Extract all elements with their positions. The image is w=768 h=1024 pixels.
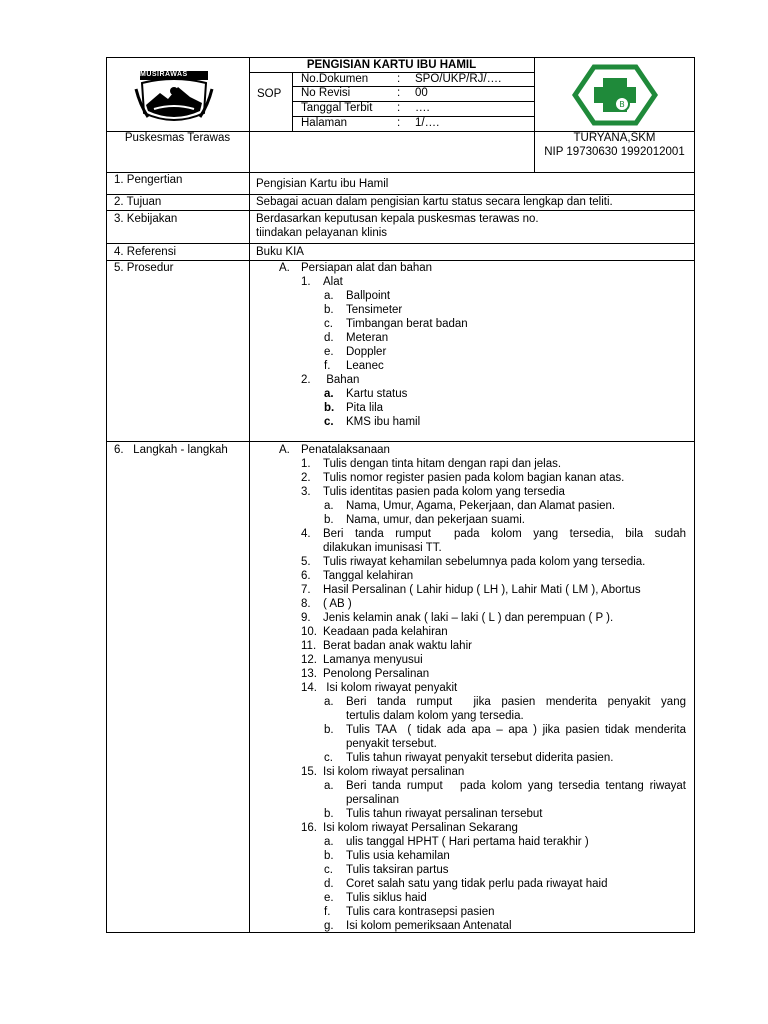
puskesmas-name: Puskesmas Terawas bbox=[124, 132, 231, 144]
list-item: Tulis dengan tinta hitam dengan rapi dan jelas. bbox=[323, 458, 562, 470]
doc-field-label: No Revisi bbox=[301, 87, 351, 99]
column-divider bbox=[249, 57, 250, 933]
page-title: PENGISIAN KARTU IBU HAMIL bbox=[306, 59, 477, 71]
doc-field-sep: : bbox=[397, 73, 401, 85]
list-item: dilakukan imunisasi TT. bbox=[323, 542, 442, 554]
list-item: Jenis kelamin anak ( laki – laki ( L ) dan perempuan ( P ). bbox=[323, 612, 614, 624]
list-marker: a. bbox=[324, 500, 334, 512]
list-marker: e. bbox=[324, 892, 334, 904]
doc-field-value: 00 bbox=[415, 87, 428, 99]
list-marker: a. bbox=[324, 836, 334, 848]
list-item: Beri tanda rumput pada kolom yang tersedia, bila sudah bbox=[323, 528, 686, 540]
list-item: Hasil Persalinan ( Lahir hidup ( LH ), Lahir Mati ( LM ), Abortus bbox=[323, 584, 641, 596]
list-marker: 10. bbox=[301, 626, 317, 638]
list-marker: e. bbox=[324, 346, 334, 358]
list-marker: c. bbox=[324, 752, 333, 764]
list-item: KMS ibu hamil bbox=[346, 416, 421, 428]
list-item: Lamanya menyusui bbox=[323, 654, 423, 666]
list-marker: 3. bbox=[301, 486, 311, 498]
list-marker: A. bbox=[279, 444, 290, 456]
list-marker: 13. bbox=[301, 668, 317, 680]
list-item: Nama, Umur, Agama, Pekerjaan, dan Alamat pasien. bbox=[346, 500, 616, 512]
row-divider bbox=[106, 172, 695, 173]
list-marker: c. bbox=[324, 318, 333, 330]
list-marker: 1. bbox=[301, 458, 311, 470]
list-marker: a. bbox=[324, 388, 334, 400]
list-item: Tulis tahun riwayat persalinan tersebut bbox=[346, 808, 543, 820]
list-marker: 2. bbox=[301, 472, 311, 484]
list-item: Tulis identitas pasien pada kolom yang tersedia bbox=[323, 486, 565, 498]
kebijakan-text: tiindakan pelayanan klinis bbox=[256, 227, 388, 239]
list-marker: b. bbox=[324, 304, 334, 316]
list-item: Beri tanda rumput pada kolom yang tersedia tentang riwayat bbox=[346, 780, 686, 792]
list-item: Nama, umur, dan pekerjaan suami. bbox=[346, 514, 525, 526]
list-marker: d. bbox=[324, 878, 334, 890]
signatory-nip: NIP 19730630 1992012001 bbox=[544, 146, 685, 158]
list-item: tertulis dalam kolom yang tersedia. bbox=[346, 710, 524, 722]
list-marker: b. bbox=[324, 808, 334, 820]
svg-text:B: B bbox=[619, 100, 625, 109]
list-item: Timbangan berat badan bbox=[346, 318, 468, 330]
logo-text: MUSIRAWAS bbox=[140, 71, 188, 78]
list-item: Meteran bbox=[346, 332, 389, 344]
kebijakan-text: Berdasarkan keputusan kepala puskesmas terawas no. bbox=[256, 213, 539, 225]
list-item: persalinan bbox=[346, 794, 400, 806]
list-marker: 16. bbox=[301, 822, 317, 834]
list-item: Bahan bbox=[323, 374, 360, 386]
row-divider bbox=[106, 243, 695, 244]
list-marker: 7. bbox=[301, 584, 311, 596]
row-divider bbox=[106, 441, 695, 442]
list-item: Tensimeter bbox=[346, 304, 403, 316]
list-item: Persiapan alat dan bahan bbox=[301, 262, 433, 274]
row-label-tujuan: 2. Tujuan bbox=[114, 196, 162, 208]
list-marker: 12. bbox=[301, 654, 317, 666]
list-marker: f. bbox=[324, 906, 331, 918]
list-item: Berat badan anak waktu lahir bbox=[323, 640, 472, 652]
tujuan-text: Sebagai acuan dalam pengisian kartu status secara lengkap dan teliti. bbox=[256, 196, 613, 208]
list-item: Tulis usia kehamilan bbox=[346, 850, 450, 862]
row-label-pengertian: 1. Pengertian bbox=[114, 174, 183, 186]
list-marker: b. bbox=[324, 724, 334, 736]
signatory-name: TURYANA,SKM bbox=[573, 132, 656, 144]
list-item: Tulis siklus haid bbox=[346, 892, 427, 904]
list-marker: a. bbox=[324, 696, 334, 708]
row-divider bbox=[106, 210, 695, 211]
list-item: Tulis cara kontrasepsi pasien bbox=[346, 906, 495, 918]
list-item: Tulis riwayat kehamilan sebelumnya pada kolom yang tersedia. bbox=[323, 556, 646, 568]
list-marker: 8. bbox=[301, 598, 311, 610]
doc-field-label: No.Dokumen bbox=[301, 73, 369, 85]
row-label-prosedur: 5. Prosedur bbox=[114, 262, 174, 274]
list-item: Doppler bbox=[346, 346, 387, 358]
doc-field-label: Tanggal Terbit bbox=[301, 102, 373, 114]
doc-field-value: …. bbox=[415, 102, 430, 114]
puskesmas-logo-icon bbox=[572, 64, 658, 126]
list-item: Penolong Persalinan bbox=[323, 668, 430, 680]
doc-field-value: 1/…. bbox=[415, 117, 440, 129]
list-marker: 4. bbox=[301, 528, 311, 540]
list-marker: 14. bbox=[301, 682, 317, 694]
list-item: Tulis tahun riwayat penyakit tersebut diderita pasien. bbox=[346, 752, 614, 764]
doc-field-sep: : bbox=[397, 87, 401, 99]
list-marker: b. bbox=[324, 402, 335, 414]
list-item: Beri tanda rumput jika pasien menderita penyakit yang bbox=[346, 696, 686, 708]
pengertian-text: Pengisian Kartu ibu Hamil bbox=[256, 178, 389, 190]
list-item: Tulis TAA ( tidak ada apa – apa ) jika pasien tidak menderita bbox=[346, 724, 686, 736]
list-marker: 6. bbox=[301, 570, 311, 582]
list-marker: b. bbox=[324, 514, 334, 526]
list-item: Coret salah satu yang tidak perlu pada riwayat haid bbox=[346, 878, 608, 890]
list-item: Isi kolom riwayat persalinan bbox=[323, 766, 465, 778]
list-marker: a. bbox=[324, 780, 334, 792]
list-marker: d. bbox=[324, 332, 334, 344]
list-item: Tulis taksiran partus bbox=[346, 864, 449, 876]
list-item: Alat bbox=[323, 276, 343, 288]
referensi-text: Buku KIA bbox=[256, 246, 304, 258]
list-marker: b. bbox=[324, 850, 334, 862]
list-item: Leanec bbox=[346, 360, 384, 372]
list-item: Keadaan pada kelahiran bbox=[323, 626, 448, 638]
list-marker: 1. bbox=[301, 276, 311, 288]
list-item: Isi kolom riwayat penyakit bbox=[323, 682, 458, 694]
list-marker: A. bbox=[279, 262, 290, 274]
row-label-langkah: 6. Langkah - langkah bbox=[114, 444, 228, 456]
sop-label: SOP bbox=[257, 88, 282, 100]
list-marker: 15. bbox=[301, 766, 317, 778]
list-marker: f. bbox=[324, 360, 331, 372]
doc-field-sep: : bbox=[397, 117, 401, 129]
list-marker: 9. bbox=[301, 612, 311, 624]
list-marker: 11. bbox=[301, 640, 317, 652]
list-marker: 2. bbox=[301, 374, 311, 386]
list-item: Tanggal kelahiran bbox=[323, 570, 414, 582]
list-item: Ballpoint bbox=[346, 290, 391, 302]
list-item: Penatalaksanaan bbox=[301, 444, 390, 456]
doc-field-label: Halaman bbox=[301, 117, 348, 129]
list-item: ( AB ) bbox=[323, 598, 352, 610]
list-item: ulis tanggal HPHT ( Hari pertama haid terakhir ) bbox=[346, 836, 589, 848]
list-item: Isi kolom riwayat Persalinan Sekarang bbox=[323, 822, 518, 834]
list-item: Tulis nomor register pasien pada kolom bagian kanan atas. bbox=[323, 472, 625, 484]
list-marker: 5. bbox=[301, 556, 311, 568]
list-item: Pita lila bbox=[346, 402, 384, 414]
doc-field-sep: : bbox=[397, 102, 401, 114]
row-label-referensi: 4. Referensi bbox=[114, 246, 177, 258]
list-marker: c. bbox=[324, 864, 333, 876]
list-item: Isi kolom pemeriksaan Antenatal bbox=[346, 920, 512, 932]
list-marker: g. bbox=[324, 920, 334, 932]
doc-field-value: SPO/UKP/RJ/…. bbox=[415, 73, 502, 85]
list-marker: a. bbox=[324, 290, 334, 302]
list-item: penyakit tersebut. bbox=[346, 738, 437, 750]
list-item: Kartu status bbox=[346, 388, 408, 400]
list-marker: c. bbox=[324, 416, 334, 428]
row-label-kebijakan: 3. Kebijakan bbox=[114, 213, 178, 225]
